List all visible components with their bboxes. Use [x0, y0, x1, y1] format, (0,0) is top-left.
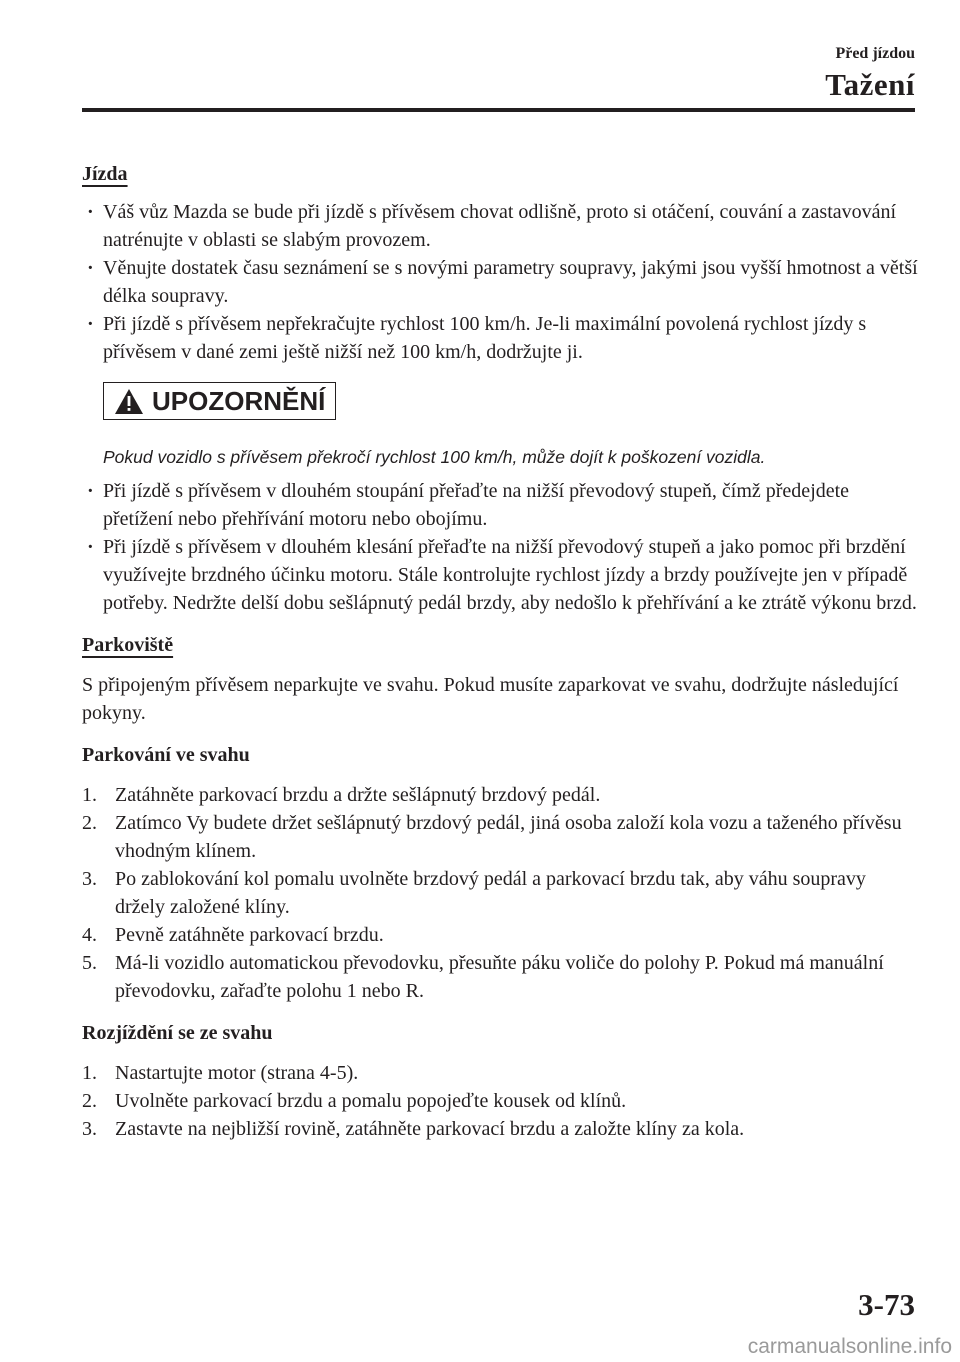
step-text: Nastartujte motor (strana 4-5). [115, 1061, 359, 1084]
step-text: Zastavte na nejbližší rovině, zatáhněte parkovací brzdu a založte klíny za kola. [115, 1117, 745, 1140]
jizda-bullets-2 [82, 477, 918, 617]
step-text: Má-li vozidlo automatickou převodovku, přesuňte páku voliče do polohy P. Pokud má manuální převodovku, zařaďte polohu 1 nebo R. [115, 951, 884, 1002]
bullet-item: · Věnujte dostatek času seznámení se s novými parametry soupravy, jakými jsou vyšší hmotnost a větší délka soupravy. [82, 254, 918, 310]
warning-triangle-icon [114, 388, 144, 415]
parking-steps [82, 781, 918, 1005]
step-text: Uvolněte parkovací brzdu a pomalu popojeďte kousek od klínů. [115, 1089, 627, 1112]
list-item [82, 1059, 918, 1087]
step-number: 2. [82, 811, 97, 834]
step-number: 3. [82, 867, 97, 890]
bullet-item: · Váš vůz Mazda se bude při jízdě s přívěsem chovat odlišně, proto si otáčení, couvání a zastavování natrénujte v oblasti se slabým provozem. [82, 198, 918, 254]
warning-text: Pokud vozidlo s přívěsem překročí rychlost 100 km/h, může dojít k poškození vozidla. [103, 446, 766, 467]
list-item [82, 949, 918, 1005]
step-text: Zatáhněte parkovací brzdu a držte sešlápnutý brzdový pedál. [115, 783, 601, 806]
heading-parkoviste: Parkoviště [82, 633, 174, 656]
header-rule [82, 108, 915, 112]
list-item [82, 781, 918, 809]
step-number: 2. [82, 1089, 97, 1112]
bullet-item: · Při jízdě s přívěsem v dlouhém klesání přeřaďte na nižší převodový stupeň a jako pomoc při brzdění využívejte brzdného účinku motoru. Stále kontrolujte rychlost jízdy a brzdy používejte jen v případě potřeby. Nedržte delší dobu sešlápnutý pedál brzdy, aby nedošlo k přehřívání a ke ztrátě výkonu brzd. [82, 533, 918, 617]
step-number: 3. [82, 1117, 97, 1140]
bullet-item: · Při jízdě s přívěsem nepřekračujte rychlost 100 km/h. Je-li maximální povolená rychlost jízdy s přívěsem v dané zemi ještě nižší než 100 km/h, dodržujte ji. [82, 310, 918, 366]
departure-steps [82, 1059, 918, 1143]
step-text: Zatímco Vy budete držet sešlápnutý brzdový pedál, jiná osoba založí kola vozu a taženého přívěsu vhodným klínem. [115, 811, 902, 862]
jizda-bullets [82, 198, 918, 366]
step-text: Po zablokování kol pomalu uvolněte brzdový pedál a parkovací brzdu tak, aby váhu soupravy držely založené klíny. [115, 867, 866, 918]
step-number: 4. [82, 923, 97, 946]
heading-rozjizdeni: Rozjíždění se ze svahu [82, 1021, 273, 1044]
bullet-item: · Při jízdě s přívěsem v dlouhém stoupání přeřaďte na nižší převodový stupeň, čímž předejdete přetížení nebo přehřívání motoru nebo obojímu. [82, 477, 918, 533]
step-text: Pevně zatáhněte parkovací brzdu. [115, 923, 384, 946]
list-item [82, 809, 918, 865]
list-item [82, 865, 918, 921]
heading-parkovani-ve-svahu: Parkování ve svahu [82, 743, 250, 766]
page-content [82, 160, 918, 1143]
warning-box [103, 382, 336, 420]
warning-label: UPOZORNĚNÍ [152, 386, 326, 416]
list-item [82, 921, 918, 949]
watermark: carmanualsonline.info [747, 1335, 952, 1358]
step-number: 1. [82, 1061, 97, 1084]
step-number: 5. [82, 951, 97, 974]
chapter-title: Tažení [825, 67, 915, 102]
page-number: 3-73 [858, 1287, 915, 1322]
parkoviste-intro: S připojeným přívěsem neparkujte ve svahu. Pokud musíte zaparkovat ve svahu, dodržujte následující pokyny. [82, 673, 899, 724]
section-title: Před jízdou [835, 45, 915, 62]
list-item [82, 1115, 918, 1143]
list-item [82, 1087, 918, 1115]
step-number: 1. [82, 783, 97, 806]
heading-jizda: Jízda [82, 163, 128, 185]
page-header [825, 44, 915, 102]
